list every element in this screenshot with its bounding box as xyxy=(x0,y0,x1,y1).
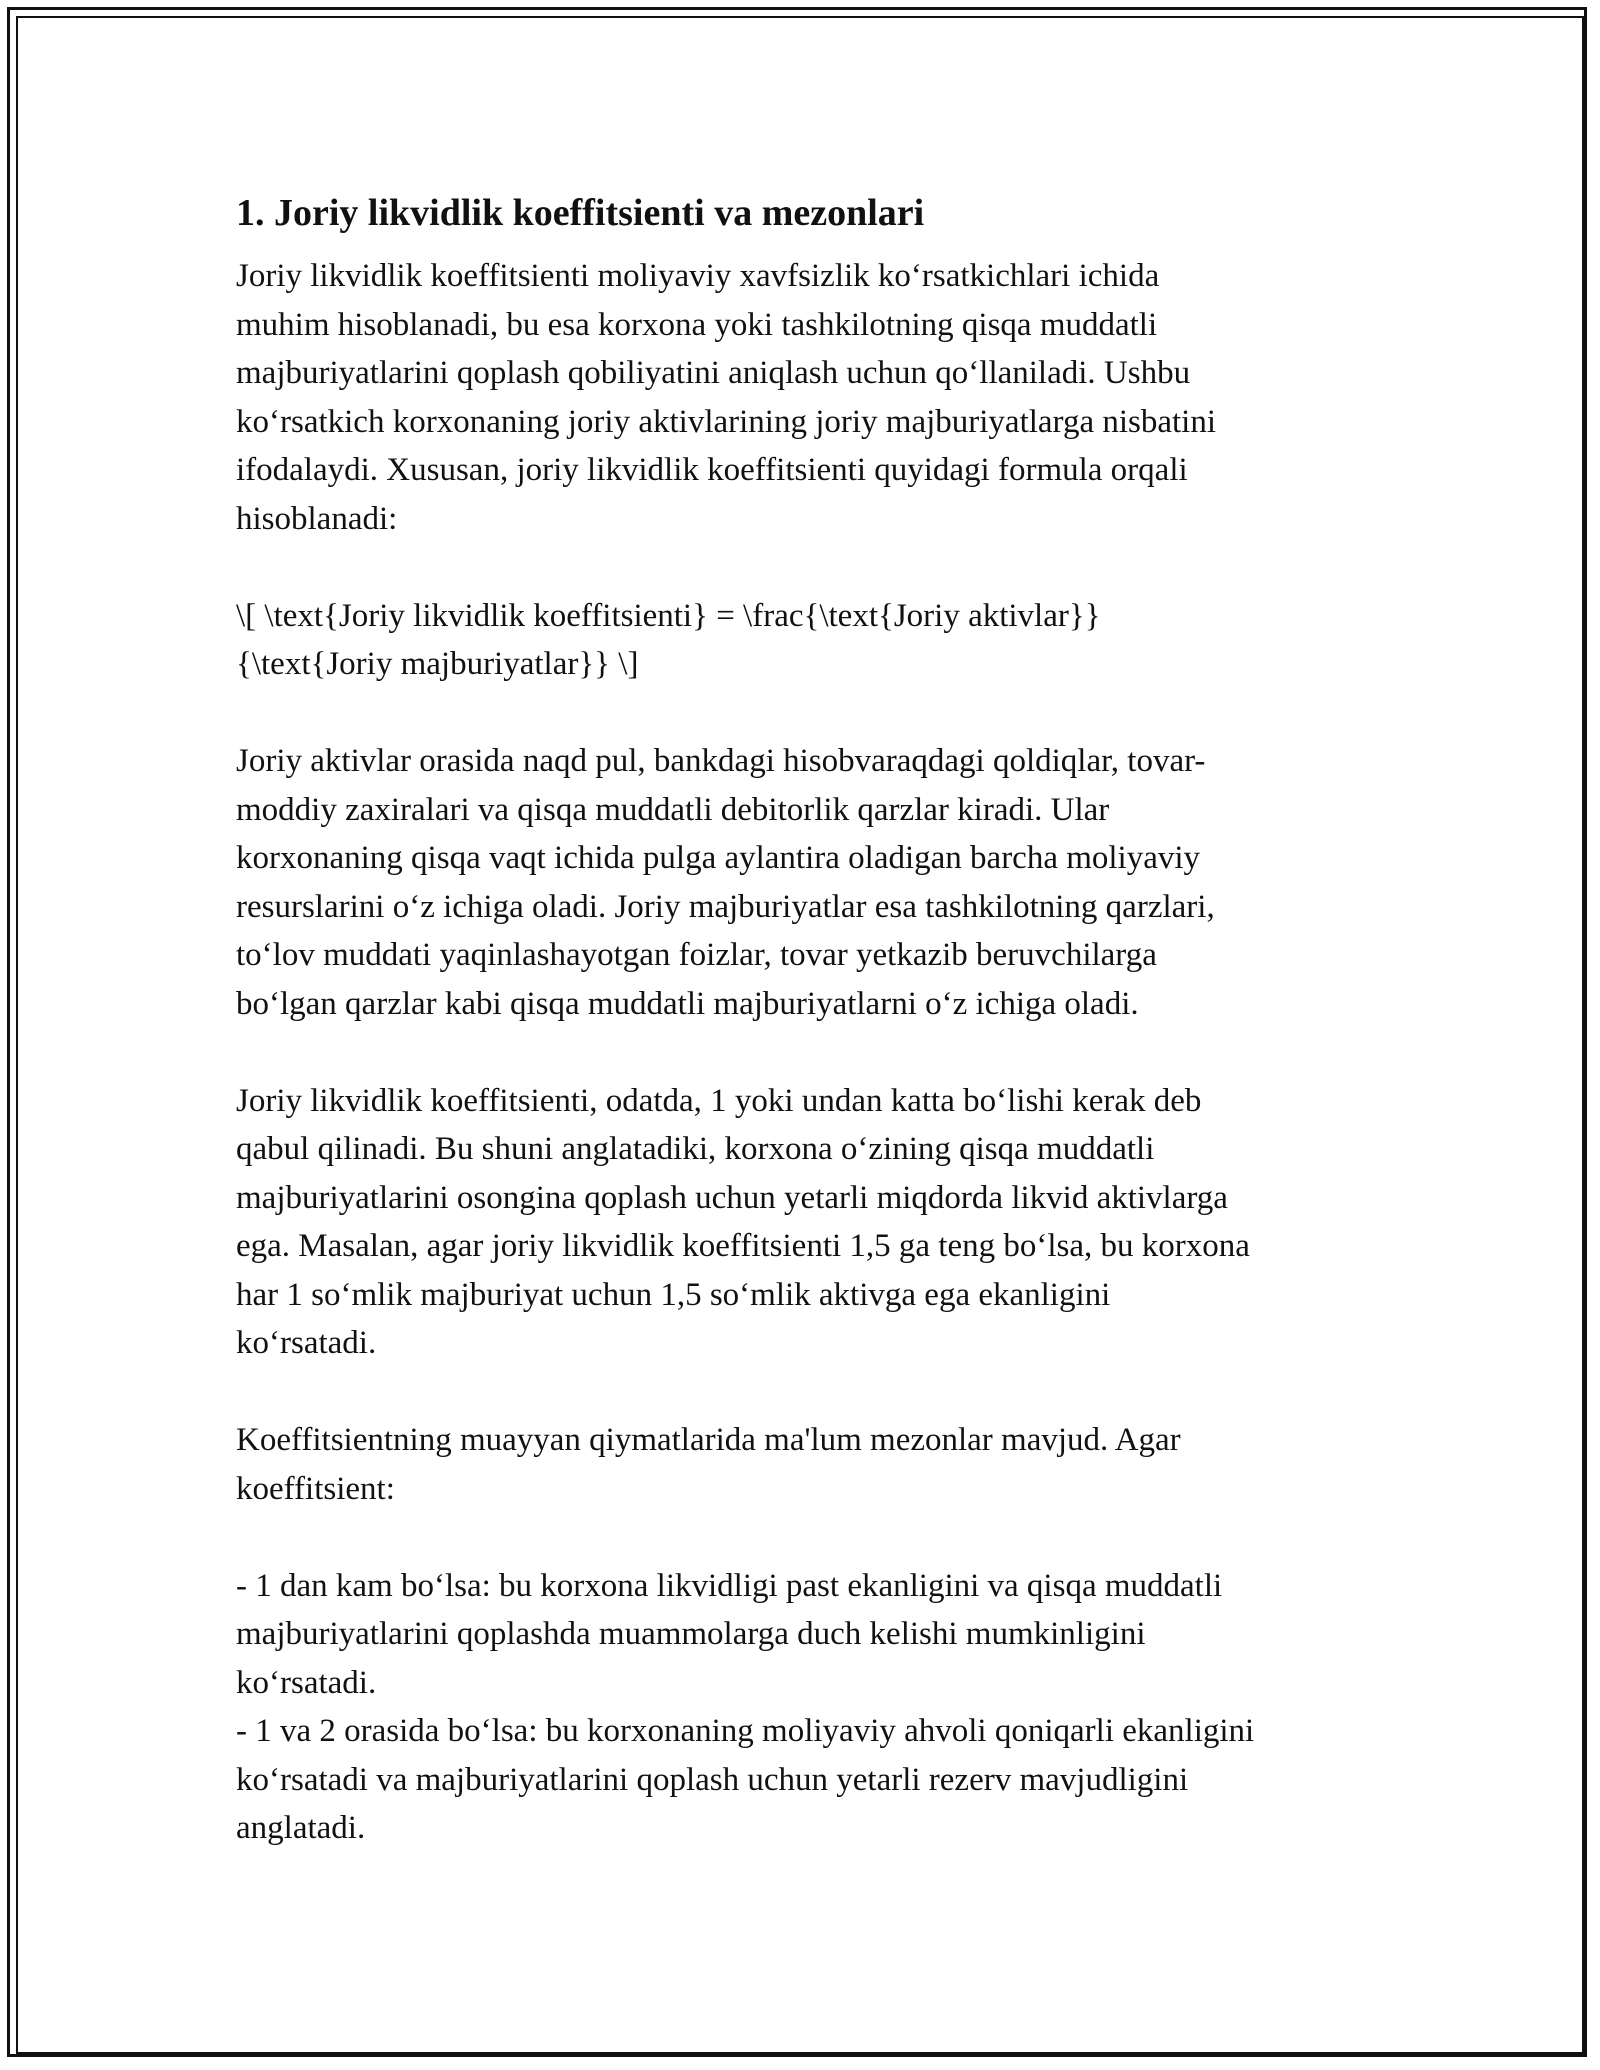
criteria-list: - 1 dan kam bo‘lsa: bu korxona likvidligi past ekanligini va qisqa muddatli majburiyatlarini qoplashda muammolarga duch kelishi mumkinligini ko‘rsatadi. - 1 va 2 orasida bo‘lsa: bu korxonaning moliyaviy ahvoli qoniqarli ekanligini ko‘rsatadi va majburiyatlarini qoplash uchun yetarli rezerv mavjudligini anglatadi. xyxy=(236,1567,1255,1846)
section-heading: 1. Joriy likvidlik koeffitsienti va mezonlari xyxy=(236,192,925,234)
paragraph-threshold: Joriy likvidlik koeffitsienti, odatda, 1 yoki undan katta bo‘lishi kerak deb qabul qilinadi. Bu shuni anglatadiki, korxona o‘zining qisqa muddatli majburiyatlarini osongina qoplash uchun yetarli miqdorda likvid aktivlarga ega. Masalan, agar joriy likvidlik koeffitsienti 1,5 ga teng bo‘lsa, bu korxona har 1 so‘mlik majburiyat uchun 1,5 so‘mlik aktivga ega ekanligini ko‘rsatadi. xyxy=(236,1082,1250,1361)
paragraph-intro: Joriy likvidlik koeffitsienti moliyaviy xavfsizlik ko‘rsatkichlari ichida muhim hisoblanadi, bu esa korxona yoki tashkilotning qisqa muddatli majburiyatlarini qoplash qobiliyatini aniqlash uchun qo‘llaniladi. Ushbu ko‘rsatkich korxonaning joriy aktivlarining joriy majburiyatlarga nisbatini ifodalaydi. Xususan, joriy likvidlik koeffitsienti quyidagi formula orqali hisoblanadi: xyxy=(236,258,1217,537)
paragraph-spacer xyxy=(236,1513,1376,1562)
paragraph-spacer xyxy=(236,1028,1376,1077)
paragraph-assets: Joriy aktivlar orasida naqd pul, bankdagi hisobvaraqdagi qoldiqlar, tovar- moddiy zaxiralari va qisqa muddatli debitorlik qarzlar kiradi. Ular korxonaning qisqa vaqt ichida pulga aylantira oladigan barcha moliyaviy resurslarini o‘z ichiga oladi. Joriy majburiyatlar esa tashkilotning qarzlari, to‘lov muddati yaqinlashayotgan foizlar, tovar yetkazib beruvchilarga bo‘lgan qarzlar kabi qisqa muddatli majburiyatlarni o‘z ichiga oladi. xyxy=(236,743,1215,1022)
paragraph-criteria-intro: Koeffitsientning muayyan qiymatlarida ma'lum mezonlar mavjud. Agar koeffitsient: xyxy=(236,1422,1181,1507)
formula-latex: \[ \text{Joriy likvidlik koeffitsienti} = \frac{\text{Joriy aktivlar}} {\text{Joriy majburiyatlar}} \] xyxy=(236,597,1101,682)
paragraph-spacer xyxy=(236,543,1376,592)
paragraph-spacer xyxy=(236,1368,1376,1417)
paragraph-spacer xyxy=(236,689,1376,738)
document-body xyxy=(236,186,1376,1853)
